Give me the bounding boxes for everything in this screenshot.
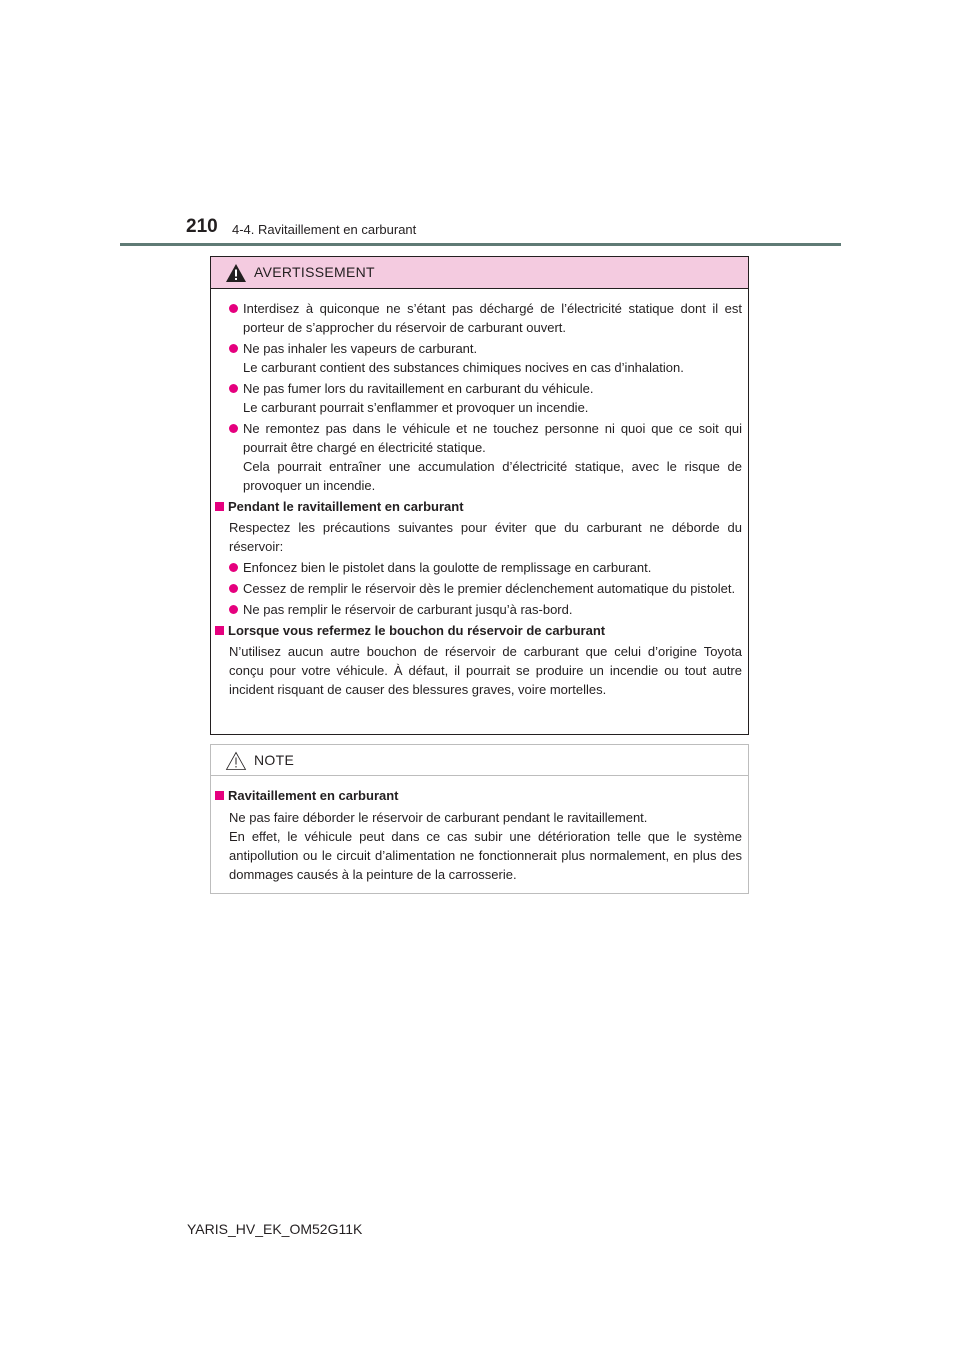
note-title: NOTE (254, 752, 295, 768)
header-divider (120, 243, 841, 246)
warning-triangle-icon (225, 263, 247, 283)
caution-triangle-icon (225, 751, 247, 771)
square-bullet-icon (215, 626, 224, 635)
warning-bullet: Ne pas fumer lors du ravitaillement en carburant du véhicule. Le carburant pourrait s’enflammer et provoquer un incendie. (229, 379, 742, 417)
section-heading-cap: Lorsque vous refermez le bouchon du réservoir de carburant (215, 621, 755, 640)
note-content (211, 776, 748, 884)
section-heading-refueling: Pendant le ravitaillement en carburant (215, 497, 755, 516)
warning-content (211, 289, 748, 699)
round-bullet-icon (229, 384, 238, 393)
refueling-bullet: Ne pas remplir le réservoir de carburant jusqu’à ras-bord. (229, 600, 742, 619)
page-number: 210 (186, 216, 218, 237)
warning-bullet: Ne pas inhaler les vapeurs de carburant. Le carburant contient des substances chimiques nocives en cas d’inhalation. (229, 339, 742, 377)
section-paragraph: Respectez les précautions suivantes pour éviter que du carburant ne déborde du réservoir: (229, 520, 742, 554)
round-bullet-icon (229, 304, 238, 313)
warning-bullet: Ne remontez pas dans le véhicule et ne touchez personne ni quoi que ce soit qui pourrait être chargé en électricité statique. Cela pourrait entraîner une accumulation d’électricité statique, avec le risque de provoquer un incendie. (229, 419, 742, 495)
square-bullet-icon (215, 791, 224, 800)
round-bullet-icon (229, 584, 238, 593)
refueling-bullet: Cessez de remplir le réservoir dès le premier déclenchement automatique du pistolet. (229, 579, 742, 598)
note-header (211, 745, 748, 776)
refueling-bullet: Enfoncez bien le pistolet dans la goulotte de remplissage en carburant. (229, 558, 742, 577)
document-code: YARIS_HV_EK_OM52G11K (187, 1221, 363, 1237)
warning-intro-list (229, 299, 742, 495)
section-paragraph: N’utilisez aucun autre bouchon de réservoir de carburant que celui d’origine Toyota conçu pour votre véhicule. À défaut, il pourrait se produire un incendie ou tout autre incident risquant de causer des blessures graves, voire mortelles. (229, 644, 742, 697)
square-bullet-icon (215, 502, 224, 511)
note-paragraph: Ne pas faire déborder le réservoir de carburant pendant le ravitaillement. En effet, le véhicule peut dans ce cas subir une détérioration telle que le système antipollution ou le circuit d’alimentation ne fonctionnerait plus normalement, en plus des dommages causés à la peinture de la carrosserie. (229, 810, 742, 882)
round-bullet-icon (229, 424, 238, 433)
warning-box (210, 256, 749, 735)
warning-header (211, 257, 748, 289)
page-header (0, 0, 960, 250)
section-title: 4-4. Ravitaillement en carburant (232, 222, 417, 237)
warning-bullet: Interdisez à quiconque ne s’étant pas déchargé de l’électricité statique dont il est porteur de s’approcher du réservoir de carburant ouvert. (229, 299, 742, 337)
round-bullet-icon (229, 605, 238, 614)
note-heading: Ravitaillement en carburant (215, 786, 728, 805)
note-box (210, 744, 749, 894)
refueling-bullet-list (229, 558, 742, 619)
round-bullet-icon (229, 344, 238, 353)
round-bullet-icon (229, 563, 238, 572)
warning-title: AVERTISSEMENT (254, 264, 375, 280)
